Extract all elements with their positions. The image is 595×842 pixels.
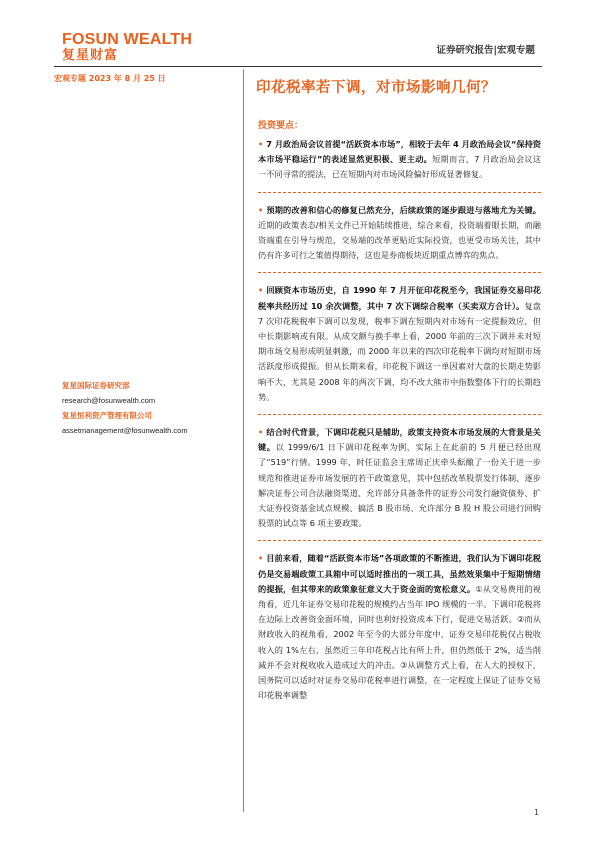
contact-email-research[interactable]: research@fosunwealth.com bbox=[62, 396, 156, 405]
main-content bbox=[258, 118, 541, 704]
contact-org-research: 复星国际证券研究部 bbox=[62, 381, 130, 390]
key-point-bold: 目前来看，随着“活跃资本市场”各项政策的不断推进，我们认为下调印花税仍是交易端政策工具箱中可以适时推出的一项工具，虽然效果集中于短期情绪的提振，但其带来的政策象征意义大于资金面的宽松意义。 bbox=[258, 553, 541, 594]
divider bbox=[258, 192, 541, 193]
key-point-bold: 回顾资本市场历史，自 1990 年 7 月开征印花税至今，我国证券交易印花税率共经历过 10 余次调整，其中 7 次下调综合税率（买卖双方合计）。 bbox=[258, 285, 541, 311]
key-point-text: 复盘 7 次印花税税率下调可以发现，税率下调在短期内对市场有一定提振效应，但中长期影响或有限。从成交额与换手率上看，2000 年前的三次下调并未对短期市场交易形成明显刺激，而 2000 年以来的四次印花税率下调均对短期市场活跃度形成提振。但从长期来看，印花税下调这一单因素对大盘的长期走势影响不大，尤其是 2008 年的两次下调，均不改大熊市中指数整体下行的长期趋势。 bbox=[258, 300, 541, 402]
key-point-4 bbox=[258, 425, 541, 531]
column-divider bbox=[243, 69, 244, 812]
key-point-text: ①从交易费用的视角看，近几年证券交易印花税的规模约占当年 IPO 规模的一半。下调印花税将在边际上改善资金面环境，同时也利好投资成本下行，促进交易活跃。②而从财政收入的视角看，2002 年至今的大部分年度中，证券交易印花税仅占税收收入的 1%左右，虽然近三年印花税占比有所上升，但仍然低于 2%，适当削减并不会对税收收入造成过大的冲击。③从调整方式上看，在人大的授权下，国务院可以适时对证券交易印花税率进行调整，在一定程度上保证了证券交易印花税率调整 bbox=[258, 583, 541, 701]
logo-english: FOSUN WEALTH bbox=[62, 31, 193, 48]
report-category: 证券研究报告|宏观专题 bbox=[436, 45, 535, 56]
key-point-2 bbox=[258, 203, 541, 264]
key-point-5 bbox=[258, 551, 541, 703]
key-point-bold: 结合时代背景，下调印花税只是辅助，政策支持资本市场发展的大背景是关键。 bbox=[258, 427, 541, 453]
bullet-icon: • bbox=[258, 139, 264, 149]
page-number: 1 bbox=[534, 808, 540, 817]
key-point-text: 短期而言，7 月政治局会议这一不同寻常的提法，已在短期内对市场风险偏好形成显著修复。 bbox=[258, 154, 541, 180]
header-divider bbox=[54, 66, 542, 67]
divider bbox=[258, 414, 541, 415]
company-logo bbox=[62, 31, 192, 64]
bullet-icon: • bbox=[258, 285, 264, 296]
divider bbox=[258, 272, 541, 273]
contact-email-asset[interactable]: assetmanagement@fosunwealth.com bbox=[62, 426, 188, 435]
contacts-block bbox=[62, 378, 188, 438]
key-point-bold: 预期的改善和信心的修复已然充分，后续政策的逐步跟进与落地尤为关键。 bbox=[266, 204, 541, 215]
section-heading: 投资要点： bbox=[258, 121, 304, 131]
bullet-icon: • bbox=[258, 427, 264, 438]
page-title: 印花税率若下调，对市场影响几何？ bbox=[256, 80, 496, 96]
divider bbox=[258, 540, 541, 541]
bullet-icon: • bbox=[258, 204, 264, 215]
key-point-text: 以 1999/6/1 日下调印花税率为例，实际上在此前的 5 月便已经出现了“519”行情。1999 年，时任证监会主席周正庆牵头酝酿了一份关于进一步规范和推进证券市场发展的若干政策意见，其中包括改革股票发行体制、逐步解决证券公司合法融资渠道、允许部分具备条件的证券公司发行融资债券、扩大证券投资基金试点规模、搞活 B 股市场、允许部分 B 股 H 股公司进行回购股票的试点等 6 项主要政策。 bbox=[258, 442, 541, 529]
key-point-1 bbox=[258, 137, 541, 183]
key-point-text: 近期的政策表态/相关文件已开始陆续推进，综合来看，投资端着眼长期，而融资端重在引导与规范，交易端的改革更贴近实际投资，也更受市场关注，其中仍有许多可行之策值得期待，这也是券商板块近期重点博弈的焦点。 bbox=[258, 219, 541, 261]
logo-chinese: 复星财富 bbox=[62, 48, 119, 63]
contact-org-asset: 复星恒利资产管理有限公司 bbox=[62, 411, 152, 420]
key-point-3 bbox=[258, 283, 541, 405]
report-date: 宏观专题 2023 年 8 月 25 日 bbox=[54, 74, 166, 83]
key-point-bold: 7 月政治局会议首提“活跃资本市场”，相较于去年 4 月政治局会议“保持资本市场平稳运行”的表述显然更积极、更主动。 bbox=[258, 139, 541, 165]
bullet-icon: • bbox=[258, 553, 264, 564]
